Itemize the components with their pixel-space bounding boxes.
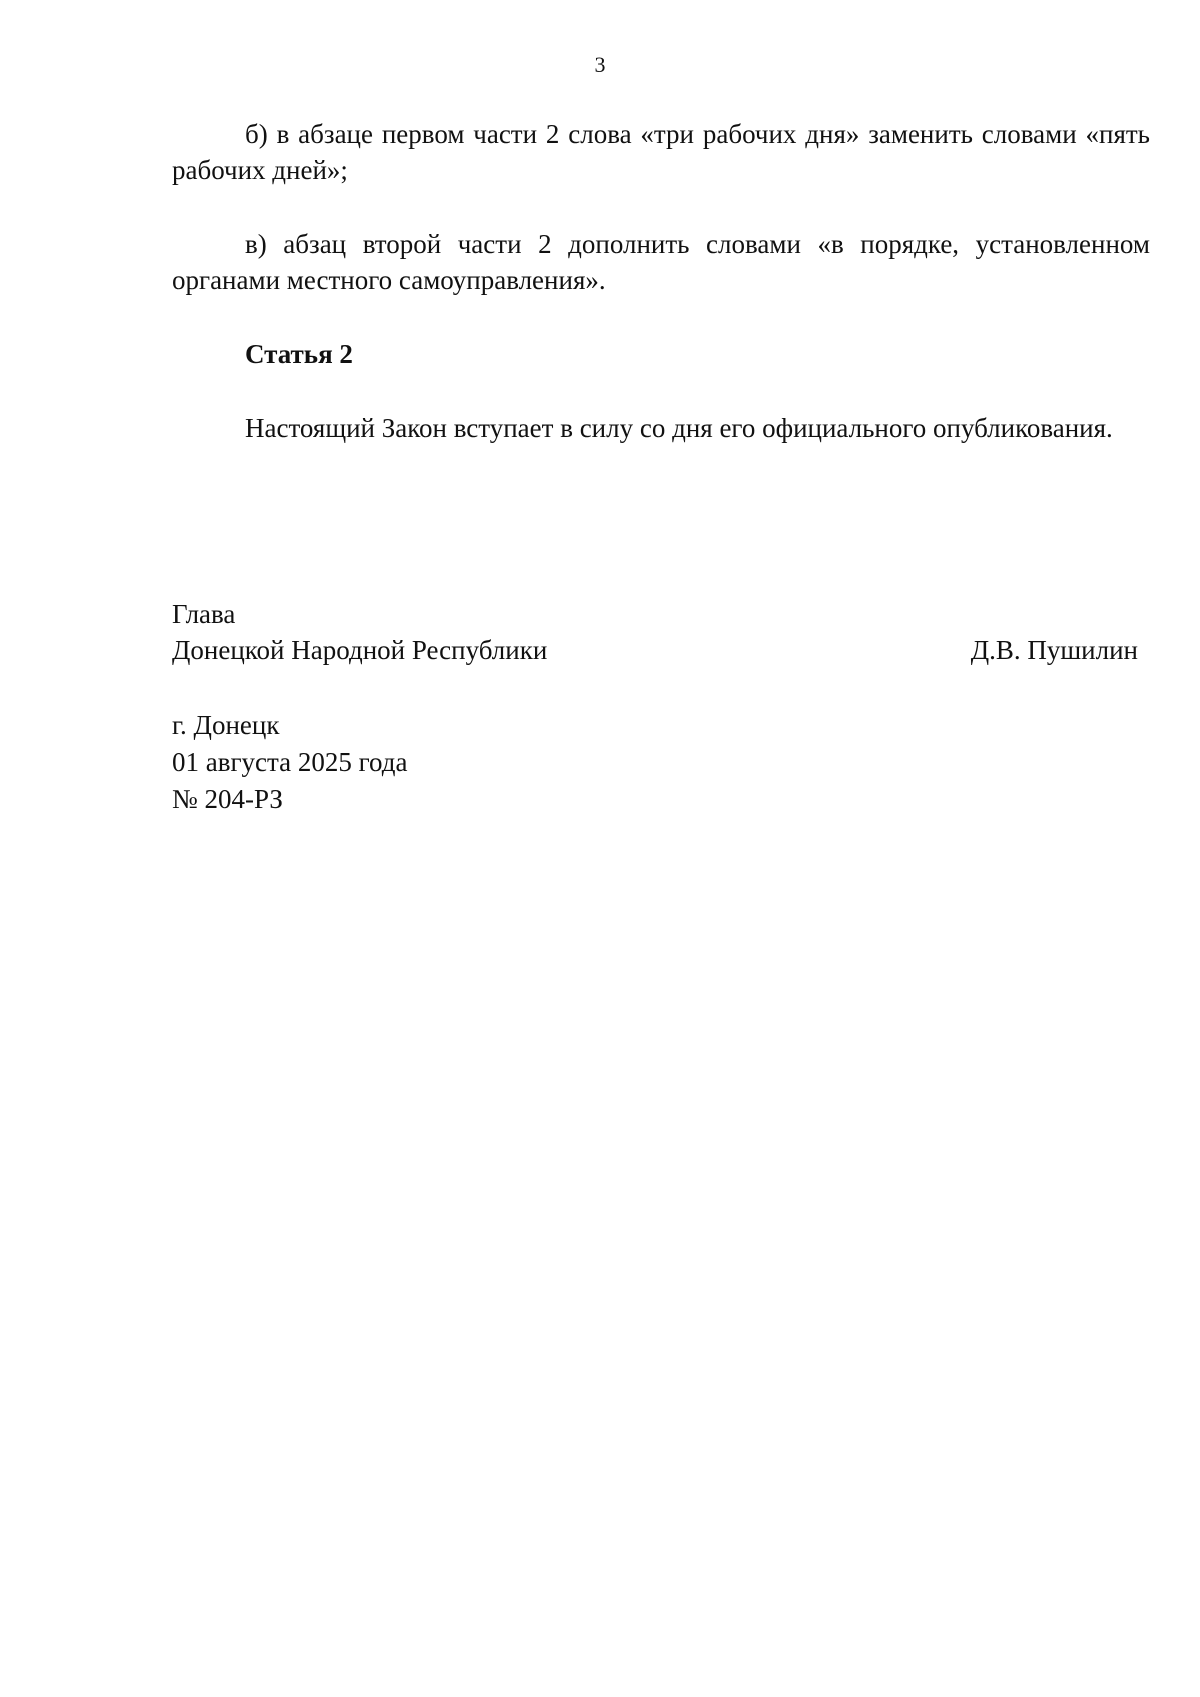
signer-title-line2: Донецкой Народной Республики: [172, 635, 548, 665]
paragraph-b: б) в абзаце первом части 2 слова «три рабочих дня» заменить словами «пять рабочих дней»;: [172, 119, 1150, 185]
city: г. Донецк: [172, 710, 280, 740]
signature-block: [172, 596, 1138, 668]
signature-row: [172, 632, 1138, 668]
signer-name: Д.В. Пушилин: [970, 635, 1138, 665]
page-number: 3: [594, 52, 606, 77]
paragraph-v: в) абзац второй части 2 дополнить словами «в порядке, установленном органами местного самоуправления».: [172, 229, 1150, 295]
law-number: № 204-РЗ: [172, 784, 283, 814]
article-heading: Статья 2: [245, 339, 353, 369]
paragraph-effective-date: Настоящий Закон вступает в силу со дня его официального опубликования.: [245, 413, 1113, 443]
date: 01 августа 2025 года: [172, 747, 408, 777]
signer-title-line1: Глава: [172, 599, 236, 629]
place-date-block: [172, 707, 408, 818]
